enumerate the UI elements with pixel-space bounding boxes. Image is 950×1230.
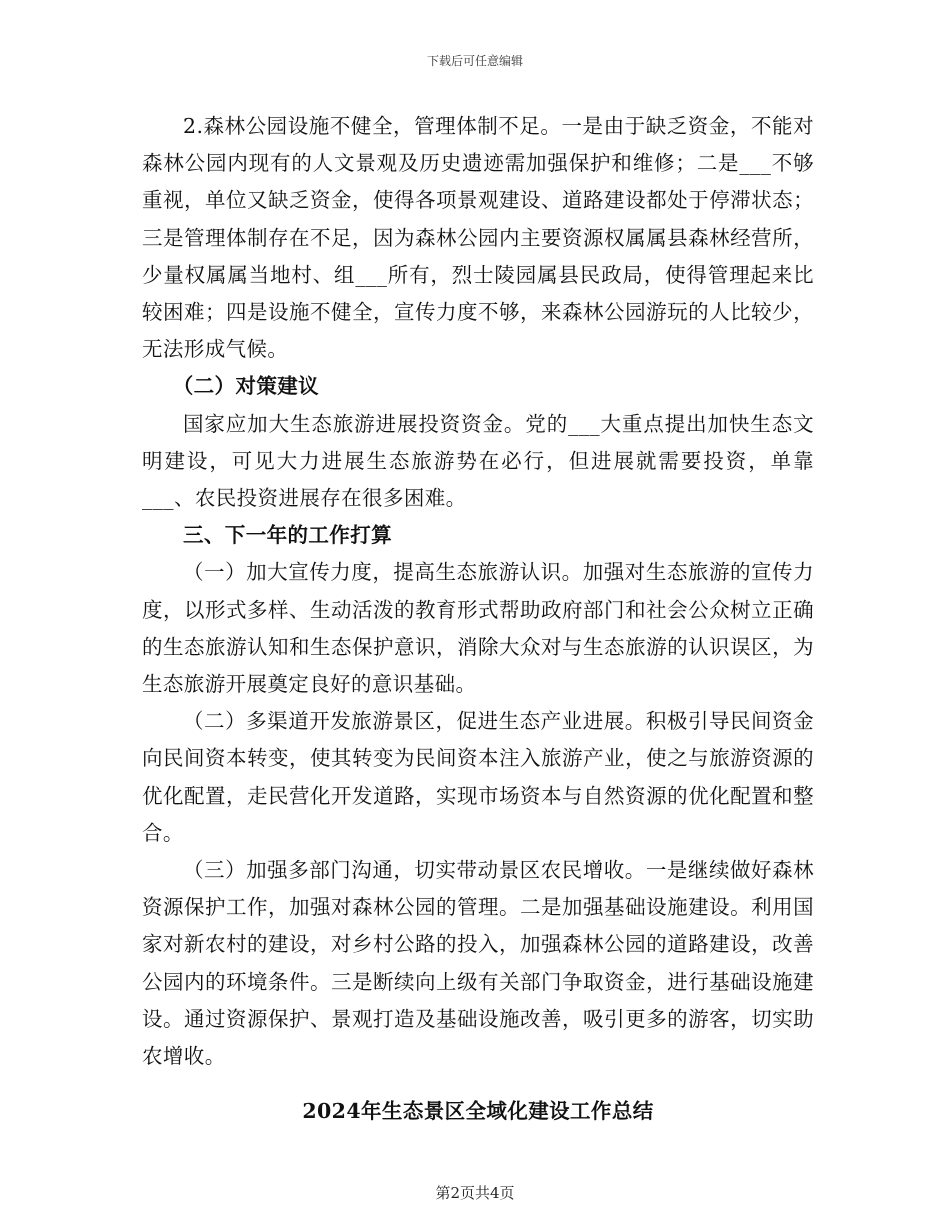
header-note: 下载后可任意编辑	[426, 54, 523, 68]
paragraph-publicity: （一）加大宣传力度，提高生态旅游认识。加强对生态旅游的宣传力度，以形式多样、生动活泼的教育形式帮助政府部门和社会公众树立正确的生态旅游认知和生态保护意识，消除大众对与生态旅游的认识误区，为生态旅游开展奠定良好的意识基础。	[142, 560, 814, 697]
paragraph-facilities: 2.森林公园设施不健全，管理体制不足。一是由于缺乏资金，不能对森林公园内现有的人文景观及历史遗迹需加强保护和维修；二是___不够重视，单位又缺乏资金，使得各项景观建设、道路建设都处于停滞状态；三是管理体制存在不足，因为森林公园内主要资源权属属县森林经营所，少量权属属当地村、组___所有，烈士陵园属县民政局，使得管理起来比较困难；四是设施不健全，宣传力度不够，来森林公园游玩的人比较少，无法形成气候。	[142, 114, 814, 362]
paragraph-communication: （三）加强多部门沟通，切实带动景区农民增收。一是继续做好森林资源保护工作，加强对森林公园的管理。二是加强基础设施建设。利用国家对新农村的建设，对乡村公路的投入，加强森林公园的道路建设，改善公园内的环境条件。三是断续向上级有关部门争取资金，进行基础设施建设。通过资源保护、景观打造及基础设施改善，吸引更多的游客，切实助农增收。	[142, 858, 814, 1069]
document-title: 2024年生态景区全域化建设工作总结	[302, 1099, 654, 1124]
page-number: 第2页共4页	[435, 1184, 515, 1202]
section-heading-next-year-plan: 三、下一年的工作打算	[183, 523, 392, 548]
paragraph-multi-channel: （二）多渠道开发旅游景区，促进生态产业进展。积极引导民间资金向民间资本转变，使其转变为民间资本注入旅游产业，使之与旅游资源的优化配置，走民营化开发道路，实现市场资本与自然资源的优化配置和整合。	[142, 709, 814, 845]
section-heading-countermeasures: （二）对策建议	[172, 374, 320, 399]
paragraph-countermeasures: 国家应加大生态旅游进展投资资金。党的___大重点提出加快生态文明建设，可见大力进展生态旅游势在必行，但进展就需要投资，单靠___、农民投资进展存在很多困难。	[142, 411, 814, 511]
document-body	[142, 108, 814, 1130]
